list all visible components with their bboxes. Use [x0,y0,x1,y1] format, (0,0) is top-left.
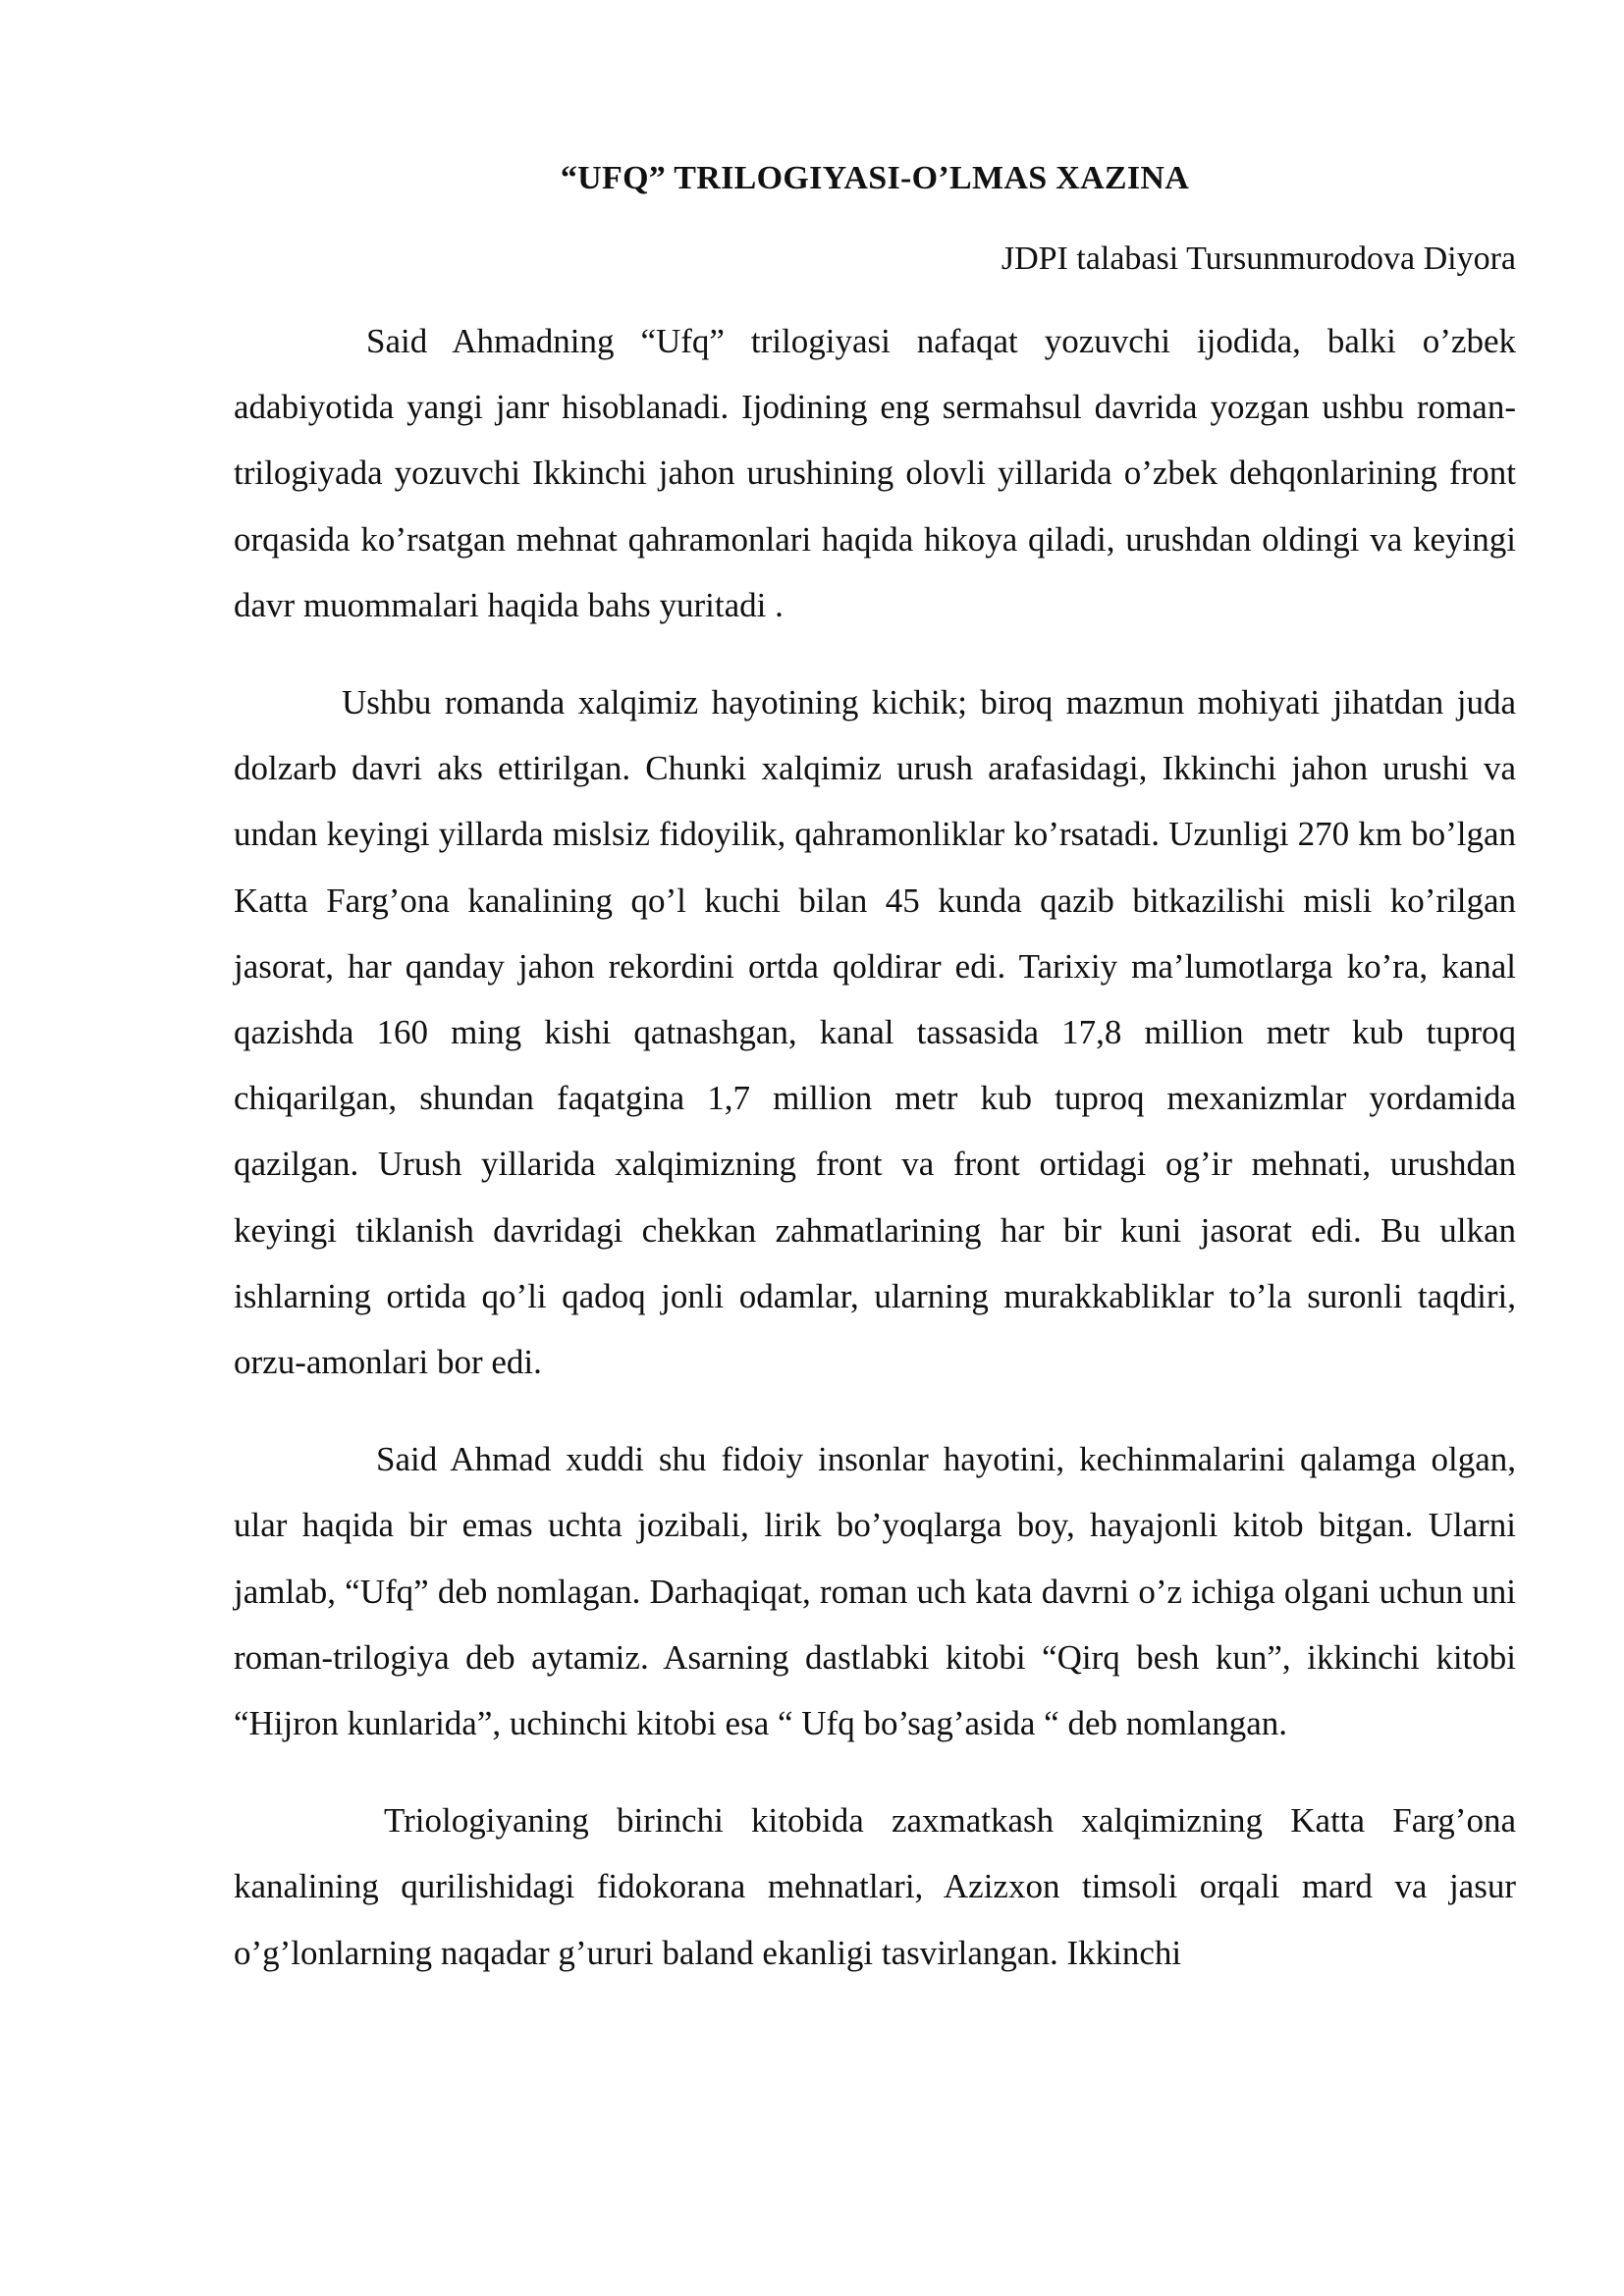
paragraph-1: Said Ahmadning “Ufq” trilogiyasi nafaqat yozuvchi ijodida, balki o’zbek adabiyotida yangi janr hisoblanadi. Ijodining eng sermahsul davrida yozgan ushbu roman-trilogiyada yozuvchi Ikkinchi jahon urushining olovli yillarida o’zbek dehqonlarining front orqasida ko’rsatgan mehnat qahramonlari haqida hikoya qiladi, urushdan oldingi va keyingi davr muommalari haqida bahs yuritadi . [234,322,1516,624]
document-title: “UFQ” TRILOGIYASI-O’LMAS XAZINA [560,160,1190,196]
paragraph-4: Triologiyaning birinchi kitobida zaxmatkash xalqimizning Katta Farg’ona kanalining qurilishidagi fidokorana mehnatlari, Azizxon timsoli orqali mard va jasur o’g’lonlarning naqadar g’ururi baland ekanligi tasvirlangan. Ikkinchi [234,1801,1516,1972]
paragraph-3: Said Ahmad xuddi shu fidoiy insonlar hayotini, kechinmalarini qalamga olgan, ular haqida bir emas uchta jozibali, lirik bo’yoqlarga boy, hayajonli kitob bitgan. Ularni jamlab, “Ufq” deb nomlagan. Darhaqiqat, roman uch kata davrni o’z ichiga olgani uchun uni roman-trilogiya deb aytamiz. Asarning dastlabki kitobi “Qirq besh kun”, ikkinchi kitobi “Hijron kunlarida”, uchinchi kitobi esa “ Ufq bo’sag’asida “ deb nomlangan. [234,1440,1559,1743]
document-body [234,147,1559,1986]
paragraph-2: Ushbu romanda xalqimiz hayotining kichik; biroq mazmun mohiyati jihatdan juda dolzarb davri aks ettirilgan. Chunki xalqimiz urush arafasidagi, Ikkinchi jahon urushi va undan keyingi yillarda mislsiz fidoyilik, qahramonliklar ko’rsatadi. Uzunligi 270 km bo’lgan Katta Farg’ona kanalining qo’l kuchi bilan 45 kunda qazib bitkazilishi misli ko’rilgan jasorat, har qanday jahon rekordini ortda qoldirar edi. Tarixiy ma’lumotlarga ko’ra, kanal qazishda 160 ming kishi qatnashgan, kanal tassasida 17,8 million metr kub tuproq chiqarilgan, shundan faqatgina 1,7 million metr kub tuproq mexanizmlar yordamida qazilgan. Urush yillarida xalqimizning front va front ortidagi og’ir mehnati, urushdan keyingi tiklanish davridagi chekkan zahmatlarining har bir kuni jasorat edi. Bu ulkan ishlarning ortida qo’li qadoq jonli odamlar, ularning murakkabliklar to’la suronli taqdiri, orzu-amonlari bor edi. [234,683,1516,1382]
author-line: JDPI talabasi Tursunmurodova Diyora [1001,240,1516,277]
